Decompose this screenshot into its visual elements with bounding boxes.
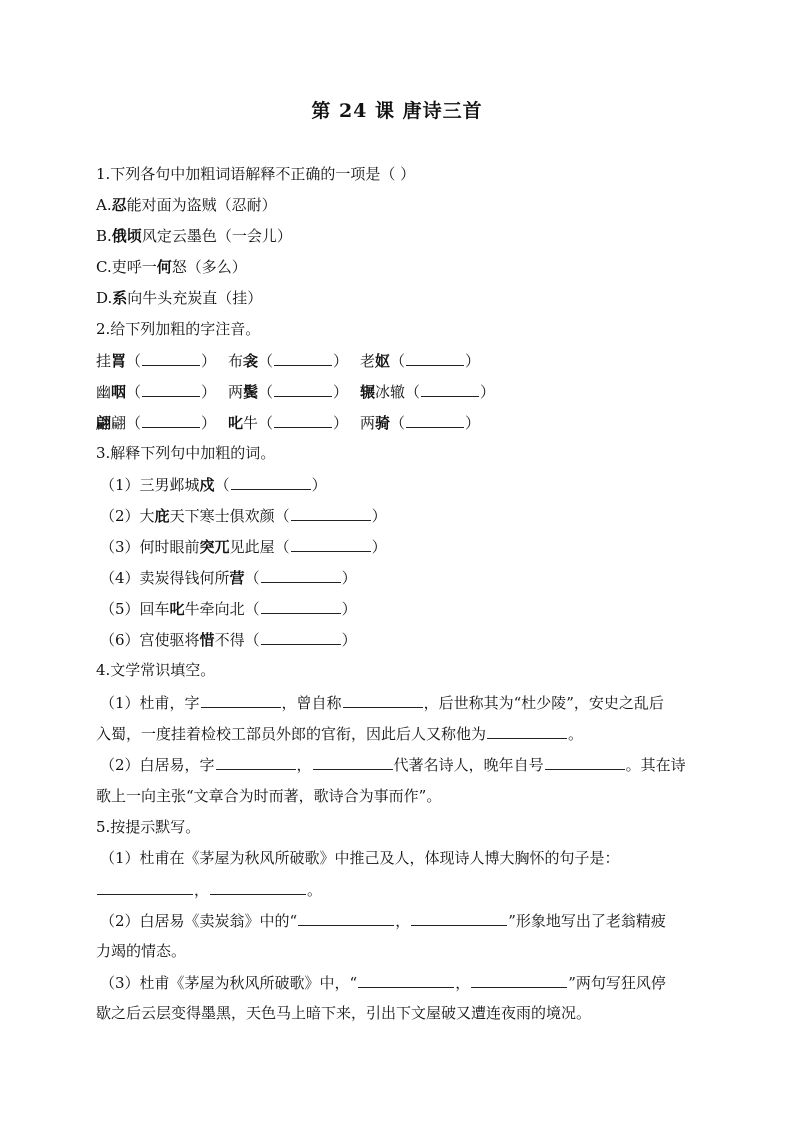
answer-blank[interactable] (261, 567, 341, 583)
bold-word: 俄顷 (111, 227, 142, 245)
q3-item: （2）大庇天下寒士俱欢颜（ ） (100, 507, 387, 525)
answer-blank[interactable] (471, 972, 567, 988)
q1-option-c: C.吏呼一何怒（多么） (96, 258, 247, 276)
q3-item: （5）回车叱牛牵向北（ ） (100, 600, 357, 618)
answer-blank[interactable] (142, 412, 200, 428)
q1-option-d: D.系向牛头充炭直（挂） (96, 289, 263, 307)
q2-item: 辗冰辙（ ） (360, 383, 496, 401)
page-title: 第 24 课 唐诗三首 (311, 100, 483, 122)
answer-blank[interactable] (274, 412, 332, 428)
bold-word: 系 (112, 289, 128, 307)
q2-item: 挂罥（ ） (96, 352, 217, 370)
q5-item-2-line-1: （2）白居易《卖炭翁》中的“ ， ”形象地写出了老翁精疲 (100, 912, 666, 930)
q5-stem: 5.按提示默写。 (96, 818, 201, 836)
q2-item: 幽咽（ ） (96, 383, 217, 401)
answer-blank[interactable] (142, 381, 200, 397)
q1-option-a: A.忍能对面为盗贼（忍耐） (96, 196, 277, 214)
answer-blank[interactable] (313, 754, 393, 770)
answer-blank[interactable] (358, 972, 454, 988)
answer-blank[interactable] (291, 505, 371, 521)
answer-blank[interactable] (142, 350, 200, 366)
q4-item-1-line-1: （1）杜甫，字 ，曾自称 ，后世称其为“杜少陵”，安史之乱后 (100, 694, 664, 712)
q3-item: （1）三男邺城戍（ ） (100, 476, 327, 494)
answer-blank[interactable] (421, 381, 479, 397)
answer-blank[interactable] (201, 692, 281, 708)
answer-blank[interactable] (291, 536, 371, 552)
answer-blank[interactable] (274, 350, 332, 366)
q4-item-2-line-1: （2）白居易，字 ， 代著名诗人，晚年自号 。其在诗 (100, 756, 686, 774)
answer-blank[interactable] (231, 474, 311, 490)
bold-word: 何 (156, 258, 172, 276)
answer-blank[interactable] (97, 879, 193, 895)
answer-blank[interactable] (261, 598, 341, 614)
answer-blank[interactable] (274, 381, 332, 397)
q4-item-2-line-2: 歌上一向主张“文章合为时而著，歌诗合为事而作”。 (96, 787, 442, 805)
q3-item: （6）宫使驱将惜不得（ ） (100, 631, 357, 649)
answer-blank[interactable] (216, 754, 296, 770)
q2-item: 叱牛（ ） (228, 414, 349, 432)
q4-stem: 4.文学常识填空。 (96, 661, 216, 679)
answer-blank[interactable] (411, 910, 507, 926)
q3-stem: 3.解释下列句中加粗的词。 (96, 444, 276, 462)
answer-blank[interactable] (545, 754, 625, 770)
q2-item: 翩翩（ ） (96, 414, 217, 432)
answer-blank[interactable] (406, 412, 464, 428)
answer-blank[interactable] (343, 692, 423, 708)
q5-item-3-line-1: （3）杜甫《茅屋为秋风所破歌》中，“ ， ”两句写狂风停 (100, 974, 666, 992)
bold-word: 忍 (111, 196, 127, 214)
answer-blank[interactable] (487, 723, 567, 739)
q5-item-1-line-2: ， 。 (96, 879, 698, 900)
answer-blank[interactable] (210, 879, 306, 895)
q3-item: （4）卖炭得钱何所营（ ） (100, 569, 357, 587)
q2-item: 老妪（ ） (360, 352, 481, 370)
q5-item-1-line-1: （1）杜甫在《茅屋为秋风所破歌》中推己及人，体现诗人博大胸怀的句子是： (100, 849, 620, 867)
q2-item: 布衾（ ） (228, 352, 349, 370)
q5-item-3-line-2: 歇之后云层变得墨黑，天色马上暗下来，引出下文屋破又遭连夜雨的境况。 (96, 1004, 592, 1022)
answer-blank[interactable] (261, 629, 341, 645)
q2-item: 两骑（ ） (360, 414, 481, 432)
q4-item-1-line-2: 入蜀，一度挂着检校工部员外郎的官衔，因此后人又称他为 。 (96, 725, 584, 743)
q2-item: 两鬓（ ） (228, 383, 349, 401)
q2-stem: 2.给下列加粗的字注音。 (96, 320, 261, 338)
q1-option-b: B.俄顷风定云墨色（一会儿） (96, 227, 292, 245)
answer-blank[interactable] (298, 910, 394, 926)
answer-blank[interactable] (406, 350, 464, 366)
q3-item: （3）何时眼前突兀见此屋（ ） (100, 538, 387, 556)
q5-item-2-line-2: 力竭的情态。 (96, 942, 187, 960)
q1-stem: 1.下列各句中加粗词语解释不正确的一项是（ ） (96, 165, 416, 183)
